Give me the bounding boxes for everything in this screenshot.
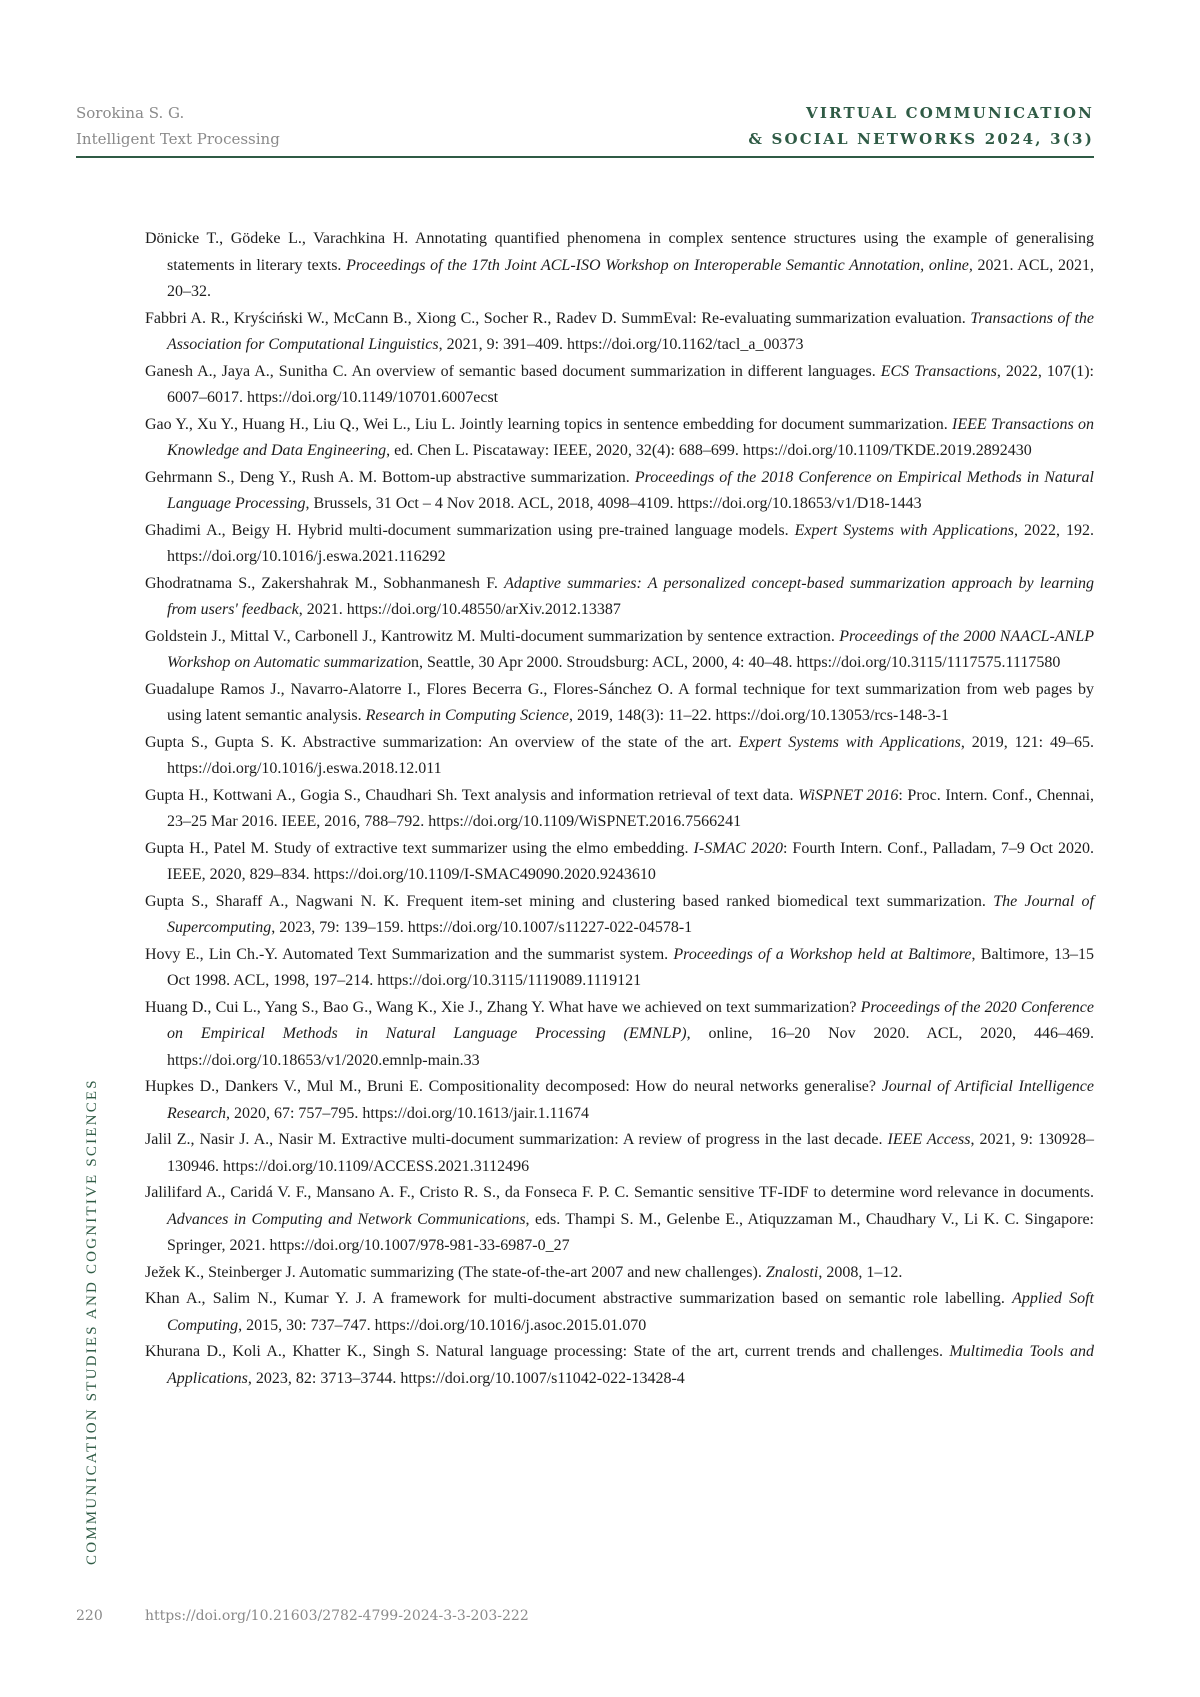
reference-source-title: WiSPNET 2016 (798, 786, 899, 804)
reference-source-title: Proceedings of a Workshop held at Baltimore (673, 945, 972, 963)
reference-source-title: IEEE Access (887, 1131, 971, 1148)
reference-source-title: The Journal of Supercomputing (167, 892, 1095, 936)
reference-text: Gupta H., Patel M. Study of extractive text summarizer using the elmo embedding. (145, 839, 694, 857)
reference-text: Hovy E., Lin Ch.-Y. Automated Text Summarization and the summarist system. (145, 945, 674, 963)
reference-entry (145, 624, 1094, 677)
reference-source-title: Proceedings of the 17th Joint ACL-ISO Workshop on Interoperable Semantic Annotation, online, (346, 256, 973, 274)
section-side-title: COMMUNICATION STUDIES AND COGNITIVE SCIENCES (84, 1078, 100, 1565)
reference-text: Ghodratnama S., Zakershahrak M., Sobhanmanesh F. (145, 574, 505, 592)
reference-details: , 2015, 30: 737–747. https://doi.org/10.1016/j.asoc.2015.01.070 (238, 1316, 647, 1334)
reference-details: : Proc. Intern. Conf., Chennai, 23–25 Mar 2016. IEEE, 2016, 788–792. https://doi.org/10.1109/WiSPNET.2016.7566241 (167, 786, 1095, 830)
reference-entry (145, 889, 1094, 942)
reference-details: , 2023, 79: 139–159. https://doi.org/10.1007/s11227-022-04578-1 (271, 919, 693, 936)
reference-text: Jalil Z., Nasir J. A., Nasir M. Extractive multi-document summarization: A review of progress in the last decade. (145, 1131, 888, 1148)
reference-entry (145, 226, 1094, 306)
page-number: 220 (76, 1608, 103, 1624)
reference-details: , 2021. https://doi.org/10.48550/arXiv.2012.13387 (298, 601, 621, 618)
reference-text: Gehrmann S., Deng Y., Rush A. M. Bottom-up abstractive summarization. (145, 468, 635, 486)
reference-text: Gupta S., Sharaff A., Nagwani N. K. Frequent item-set mining and clustering based ranked biomedical text summarization. (145, 892, 994, 910)
reference-details: , 2008, 1–12. (818, 1263, 903, 1281)
reference-source-title: ECS Transactions (880, 362, 997, 380)
reference-entry (145, 1074, 1094, 1127)
reference-text: Ganesh A., Jaya A., Sunitha C. An overview of semantic based document summarization in different languages. (145, 362, 881, 380)
reference-text: Huang D., Cui L., Yang S., Bao G., Wang K., Xie J., Zhang Y. What have we achieved on text summarization? (145, 998, 861, 1016)
reference-source-title: Expert Systems with Applications (738, 733, 961, 751)
reference-entry (145, 465, 1094, 518)
reference-source-title: Journal of Artificial Intelligence Research (167, 1078, 1095, 1122)
footer-doi: https://doi.org/10.21603/2782-4799-2024-3-3-203-222 (145, 1608, 529, 1624)
reference-source-title: IEEE Transactions on Knowledge and Data Engineering (167, 415, 1094, 459)
reference-source-title: I-SMAC 2020 (693, 839, 783, 857)
reference-text: Ghadimi A., Beigy H. Hybrid multi-document summarization using pre-trained language models. (145, 521, 795, 539)
reference-text: Fabbri A. R., Kryściński W., McCann B., Xiong C., Socher R., Radev D. SummEval: Re-evaluating summarization evaluation. (145, 309, 971, 327)
reference-entry (145, 1180, 1094, 1260)
reference-source-title: Proceedings of the 2000 NAACL-ANLP Workshop on Automatic summarizatio (167, 627, 1095, 671)
reference-entry (145, 995, 1094, 1075)
reference-source-title: Proceedings of the 2020 Conference on Empirical Methods in Natural Language Processing (EMNLP) (167, 998, 1095, 1042)
reference-entry (145, 836, 1094, 889)
reference-source-title: Research in Computing Science (365, 707, 569, 724)
journal-title-line-2: & SOCIAL NETWORKS 2024, 3(3) (748, 130, 1094, 148)
reference-entry (145, 942, 1094, 995)
reference-entry (145, 1286, 1094, 1339)
reference-source-title: Expert Systems with Applications (794, 521, 1015, 539)
running-head-left (76, 100, 280, 152)
reference-entry (145, 730, 1094, 783)
reference-details: : Fourth Intern. Conf., Palladam, 7–9 Oct 2020. IEEE, 2020, 829–834. https://doi.org/10.1109/I-SMAC49090.2020.9243610 (167, 839, 1094, 883)
reference-details: , eds. Thampi S. M., Gelenbe E., Atiquzzaman M., Chaudhary V., Li K. C. Singapore: Springer, 2021. https://doi.org/10.1007/978-981-33-6987-0_27 (167, 1210, 1094, 1254)
reference-details: , online, 16–20 Nov 2020. ACL, 2020, 446–469. https://doi.org/10.18653/v1/2020.emnlp-main.33 (167, 1025, 1094, 1069)
reference-entry (145, 518, 1094, 571)
author-name: Sorokina S. G. (76, 104, 185, 122)
reference-entry (145, 359, 1094, 412)
reference-details: , Baltimore, 13–15 Oct 1998. ACL, 1998, 197–214. https://doi.org/10.3115/1119089.1119121 (167, 945, 1095, 989)
reference-details: , 2022, 107(1): 6007–6017. https://doi.org/10.1149/10701.6007ecst (167, 362, 1094, 406)
reference-details: , 2023, 82: 3713–3744. https://doi.org/10.1007/s11042-022-13428-4 (247, 1369, 685, 1387)
reference-source-title: Transactions of the Association for Computational Linguistics (167, 309, 1094, 353)
reference-details: , 2022, 192. https://doi.org/10.1016/j.eswa.2021.116292 (167, 521, 1095, 565)
reference-source-title: Advances in Computing and Network Communications (167, 1210, 526, 1228)
reference-entry (145, 677, 1094, 730)
reference-source-title: Multimedia Tools and Applications (167, 1343, 1094, 1387)
reference-details: 2021. ACL, 2021, 20–32. (167, 256, 1094, 300)
reference-entry (145, 1260, 1094, 1287)
journal-title-line-1: VIRTUAL COMMUNICATION (806, 104, 1094, 122)
reference-text: Guadalupe Ramos J., Navarro-Alatorre I., Flores Becerra G., Flores-Sánchez O. A formal technique for text summarization from web pages by using latent semantic analysis. (145, 680, 1094, 724)
reference-source-title: Znalosti (765, 1263, 819, 1281)
reference-text: Khan A., Salim N., Kumar Y. J. A framework for multi-document abstractive summarization based on semantic role labelling. (145, 1290, 1013, 1307)
reference-list (145, 226, 1094, 1392)
reference-text: Jalilifard A., Caridá V. F., Mansano A. F., Cristo R. S., da Fonseca F. P. C. Semantic sensitive TF-IDF to determine word relevance in documents. (145, 1184, 1094, 1201)
reference-details: , 2021, 9: 391–409. https://doi.org/10.1162/tacl_a_00373 (438, 336, 804, 353)
reference-source-title: Proceedings of the 2018 Conference on Empirical Methods in Natural Language Processing (167, 468, 1095, 512)
reference-text: Hupkes D., Dankers V., Mul M., Bruni E. Compositionality decomposed: How do neural networks generalise? (145, 1078, 882, 1095)
reference-details: , Brussels, 31 Oct – 4 Nov 2018. ACL, 2018, 4098–4109. https://doi.org/10.18653/v1/D18-1443 (305, 495, 922, 512)
reference-entry (145, 783, 1094, 836)
reference-details: , ed. Chen L. Piscataway: IEEE, 2020, 32(4): 688–699. https://doi.org/10.1109/TKDE.2019.2892430 (386, 442, 1032, 459)
reference-text: Ježek K., Steinberger J. Automatic summarizing (The state-of-the-art 2007 and new challenges). (145, 1263, 766, 1281)
reference-details: , 2020, 67: 757–795. https://doi.org/10.1613/jair.1.11674 (225, 1104, 590, 1122)
reference-text: Gupta S., Gupta S. K. Abstractive summarization: An overview of the state of the art. (145, 733, 739, 751)
article-short-title: Intelligent Text Processing (76, 130, 280, 148)
reference-text: Gupta H., Kottwani A., Gogia S., Chaudhari Sh. Text analysis and information retrieval of text data. (145, 786, 799, 804)
reference-entry (145, 306, 1094, 359)
reference-text: Goldstein J., Mittal V., Carbonell J., Kantrowitz M. Multi-document summarization by sentence extraction. (145, 627, 840, 645)
reference-entry (145, 571, 1094, 624)
reference-source-title: Applied Soft Computing (167, 1290, 1095, 1334)
reference-entry (145, 412, 1094, 465)
reference-details: n, Seattle, 30 Apr 2000. Stroudsburg: ACL, 2000, 4: 40–48. https://doi.org/10.3115/1117575.1117580 (411, 654, 1061, 671)
reference-entry (145, 1339, 1094, 1392)
reference-source-title: Adaptive summaries: A personalized concept-based summarization approach by learning from users' feedback (167, 574, 1094, 618)
reference-details: , 2019, 121: 49–65. https://doi.org/10.1016/j.eswa.2018.12.011 (167, 733, 1094, 777)
reference-text: Khurana D., Koli A., Khatter K., Singh S. Natural language processing: State of the art, current trends and challenges. (145, 1343, 950, 1360)
reference-text: Gao Y., Xu Y., Huang H., Liu Q., Wei L., Liu L. Jointly learning topics in sentence embedding for document summarization. (145, 415, 953, 433)
journal-title (748, 100, 1094, 152)
header-rule (76, 156, 1094, 158)
reference-details: , 2021, 9: 130928–130946. https://doi.org/10.1109/ACCESS.2021.3112496 (167, 1131, 1095, 1175)
reference-entry (145, 1127, 1094, 1180)
reference-text: Dönicke T., Gödeke L., Varachkina H. Annotating quantified phenomena in complex sentence structures using the example of generalising statements in literary texts. (145, 230, 1094, 274)
reference-details: , 2019, 148(3): 11–22. https://doi.org/10.13053/rcs-148-3-1 (568, 707, 949, 724)
